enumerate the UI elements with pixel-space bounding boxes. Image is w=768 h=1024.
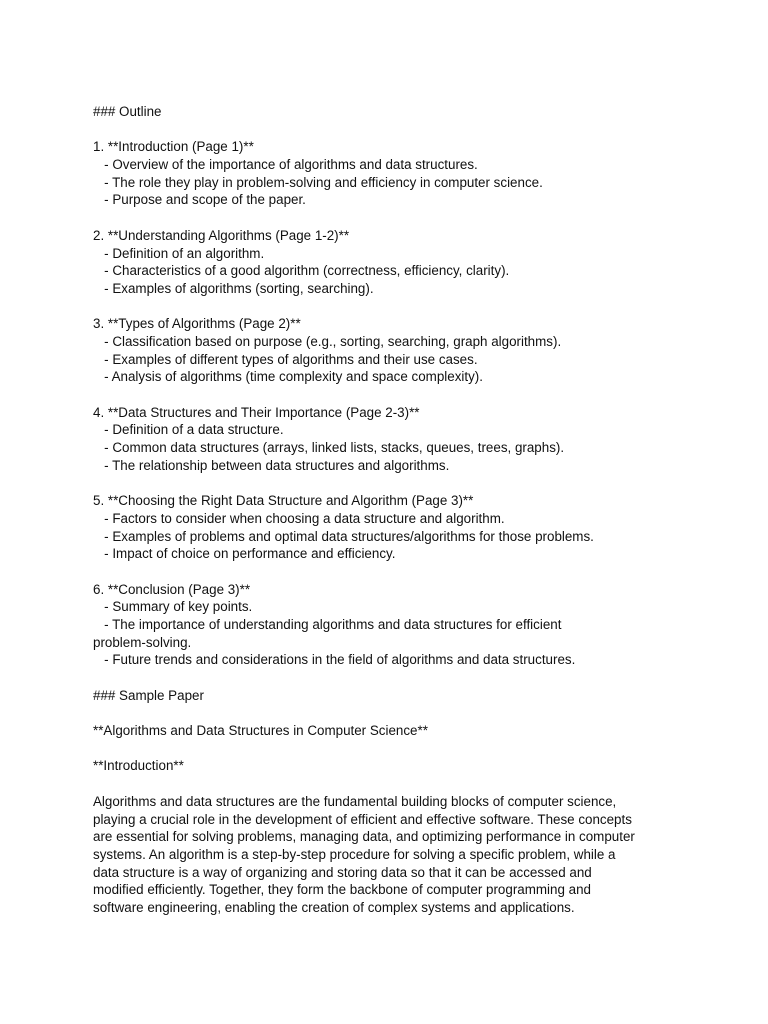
- section-item: - Characteristics of a good algorithm (correctness, efficiency, clarity).: [93, 263, 510, 279]
- section-item: problem-solving.: [93, 634, 192, 650]
- paragraph-line: playing a crucial role in the development of efficient and effective software. These concepts: [93, 811, 632, 827]
- introduction-heading: **Introduction**: [93, 758, 184, 774]
- paragraph-line: systems. An algorithm is a step-by-step procedure for solving a specific problem, while a: [93, 846, 616, 862]
- outline-section: [93, 492, 693, 563]
- paragraph-line: Algorithms and data structures are the fundamental building blocks of computer science,: [93, 793, 617, 809]
- section-item: - Analysis of algorithms (time complexity and space complexity).: [93, 369, 483, 385]
- section-item: - The relationship between data structures and algorithms.: [93, 457, 450, 473]
- section-item: - Common data structures (arrays, linked lists, stacks, queues, trees, graphs).: [93, 440, 565, 456]
- section-item: - Examples of different types of algorithms and their use cases.: [93, 351, 478, 367]
- section-item: - Summary of key points.: [93, 599, 253, 615]
- paragraph-line: modified efficiently. Together, they form the backbone of computer programming and: [93, 882, 591, 898]
- section-heading: 2. **Understanding Algorithms (Page 1-2)**: [93, 227, 350, 243]
- spacer: [93, 704, 693, 722]
- spacer: [93, 121, 693, 139]
- spacer: [93, 669, 693, 687]
- introduction-paragraph: [93, 793, 683, 917]
- section-item: - The importance of understanding algorithms and data structures for efficient: [93, 616, 562, 632]
- section-item: - Overview of the importance of algorithms and data structures.: [93, 157, 478, 173]
- outline-section: [93, 138, 693, 209]
- section-item: - Future trends and considerations in the field of algorithms and data structures.: [93, 652, 576, 668]
- paper-title: **Algorithms and Data Structures in Computer Science**: [93, 723, 428, 739]
- outline-section: [93, 581, 693, 669]
- document-page: [93, 103, 693, 917]
- section-item: - Examples of problems and optimal data structures/algorithms for those problems.: [93, 528, 594, 544]
- spacer: [93, 775, 693, 793]
- outline-section: [93, 227, 693, 298]
- section-item: - The role they play in problem-solving and efficiency in computer science.: [93, 174, 543, 190]
- section-item: - Definition of a data structure.: [93, 422, 284, 438]
- outline-heading: ### Outline: [93, 104, 162, 119]
- section-heading: 1. **Introduction (Page 1)**: [93, 139, 254, 155]
- outline-section: [93, 404, 693, 475]
- paragraph-line: software engineering, enabling the creation of complex systems and applications.: [93, 899, 575, 915]
- spacer: [93, 209, 693, 227]
- paragraph-line: data structure is a way of organizing and storing data so that it can be accessed and: [93, 864, 592, 880]
- section-heading: 3. **Types of Algorithms (Page 2)**: [93, 316, 301, 332]
- spacer: [93, 740, 693, 758]
- section-item: - Purpose and scope of the paper.: [93, 192, 306, 208]
- spacer: [93, 474, 693, 492]
- section-item: - Impact of choice on performance and efficiency.: [93, 546, 396, 562]
- paragraph-line: are essential for solving problems, managing data, and optimizing performance in computer: [93, 829, 635, 845]
- section-item: - Classification based on purpose (e.g., sorting, searching, graph algorithms).: [93, 333, 562, 349]
- spacer: [93, 386, 693, 404]
- spacer: [93, 298, 693, 316]
- section-heading: 6. **Conclusion (Page 3)**: [93, 581, 251, 597]
- section-heading: 5. **Choosing the Right Data Structure and Algorithm (Page 3)**: [93, 493, 474, 509]
- section-item: - Definition of an algorithm.: [93, 245, 265, 261]
- section-item: - Factors to consider when choosing a data structure and algorithm.: [93, 510, 505, 526]
- sample-paper-heading: ### Sample Paper: [93, 687, 204, 703]
- outline-section: [93, 315, 693, 386]
- spacer: [93, 563, 693, 581]
- section-heading: 4. **Data Structures and Their Importance (Page 2-3)**: [93, 404, 420, 420]
- section-item: - Examples of algorithms (sorting, searching).: [93, 280, 374, 296]
